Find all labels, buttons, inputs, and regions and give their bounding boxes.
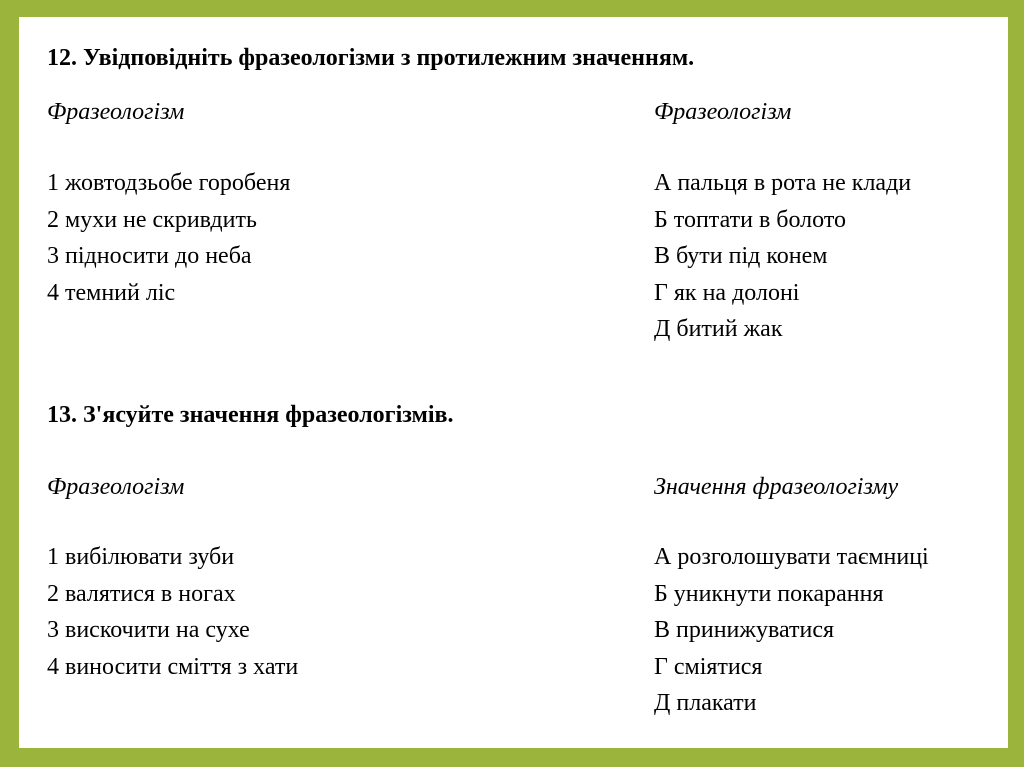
task-13-right-header: Значення фразеологізму (654, 474, 899, 500)
list-item: В бути під конем (654, 243, 828, 269)
task-12-right-list (654, 169, 911, 352)
task-12-right-header: Фразеологізм (654, 99, 792, 125)
list-item: 2 мухи не скривдить (47, 206, 257, 233)
task-13-left-header: Фразеологізм (47, 474, 185, 500)
list-item: А пальця в рота не клади (654, 170, 912, 196)
list-item: 4 темний ліс (47, 279, 176, 306)
list-item: Б уникнути покарання (654, 580, 884, 607)
task-12-left-list (47, 169, 290, 315)
list-item: 2 валятися в ногах (47, 580, 236, 607)
list-item: Г сміятися (654, 653, 763, 680)
list-item: Г як на долоні (654, 279, 800, 306)
list-item: 4 виносити сміття з хати (47, 653, 299, 680)
task-12-left-header: Фразеологізм (47, 99, 185, 125)
list-item: 3 вискочити на сухе (47, 617, 250, 643)
list-item: 1 вибілювати зуби (47, 544, 235, 570)
list-item: Д битий жак (654, 316, 783, 342)
list-item: 3 підносити до неба (47, 243, 252, 269)
list-item: Б топтати в болото (654, 206, 846, 233)
list-item: А розголошувати таємниці (654, 544, 929, 570)
list-item: В принижуватися (654, 617, 835, 643)
list-item: 1 жовтодзьобе горобеня (47, 170, 291, 196)
task-13-right-list (654, 543, 929, 726)
list-item: Д плакати (654, 690, 757, 716)
task-13-left-list (47, 543, 298, 689)
task-12-heading: 12. Увідповідніть фразеологізми з протилежним значенням. (47, 45, 695, 71)
task-13-heading: 13. З'ясуйте значення фразеологізмів. (47, 402, 454, 428)
